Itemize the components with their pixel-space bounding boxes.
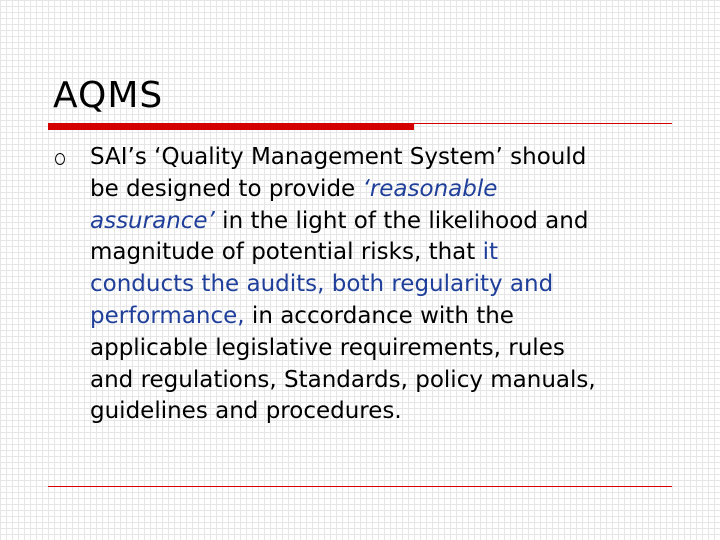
highlight-reasonable: ‘reasonable — [362, 175, 498, 202]
bullet-line-5 — [90, 269, 680, 301]
highlight-it: it — [482, 239, 499, 266]
bullet-line-3: assurance’ in the light of the likelihood and — [90, 207, 589, 234]
footer-rule — [48, 486, 672, 487]
bullet-line-2: be designed to provide ‘reasonable — [90, 175, 498, 202]
highlight-conducts: conducts the audits, both regularity and — [90, 271, 554, 298]
bullet-line-1: SAI’s ‘Quality Management System’ should — [90, 144, 587, 170]
bullet-line-4: magnitude of potential risks, that it — [90, 239, 499, 266]
bullet-line-9: guidelines and procedures. — [90, 398, 402, 425]
bullet-line-7: applicable legislative requirements, rules — [90, 334, 565, 361]
bullet-line-6: performance, in accordance with the — [90, 302, 514, 329]
bullet-text — [90, 142, 680, 428]
highlight-performance: performance, — [90, 302, 245, 329]
slide-title: AQMS — [53, 75, 164, 116]
title-underline-accent — [48, 124, 414, 130]
bullet-marker-icon — [55, 153, 65, 165]
bullet-line-8: and regulations, Standards, policy manuals, — [90, 366, 596, 393]
highlight-assurance: assurance’ — [90, 207, 215, 234]
